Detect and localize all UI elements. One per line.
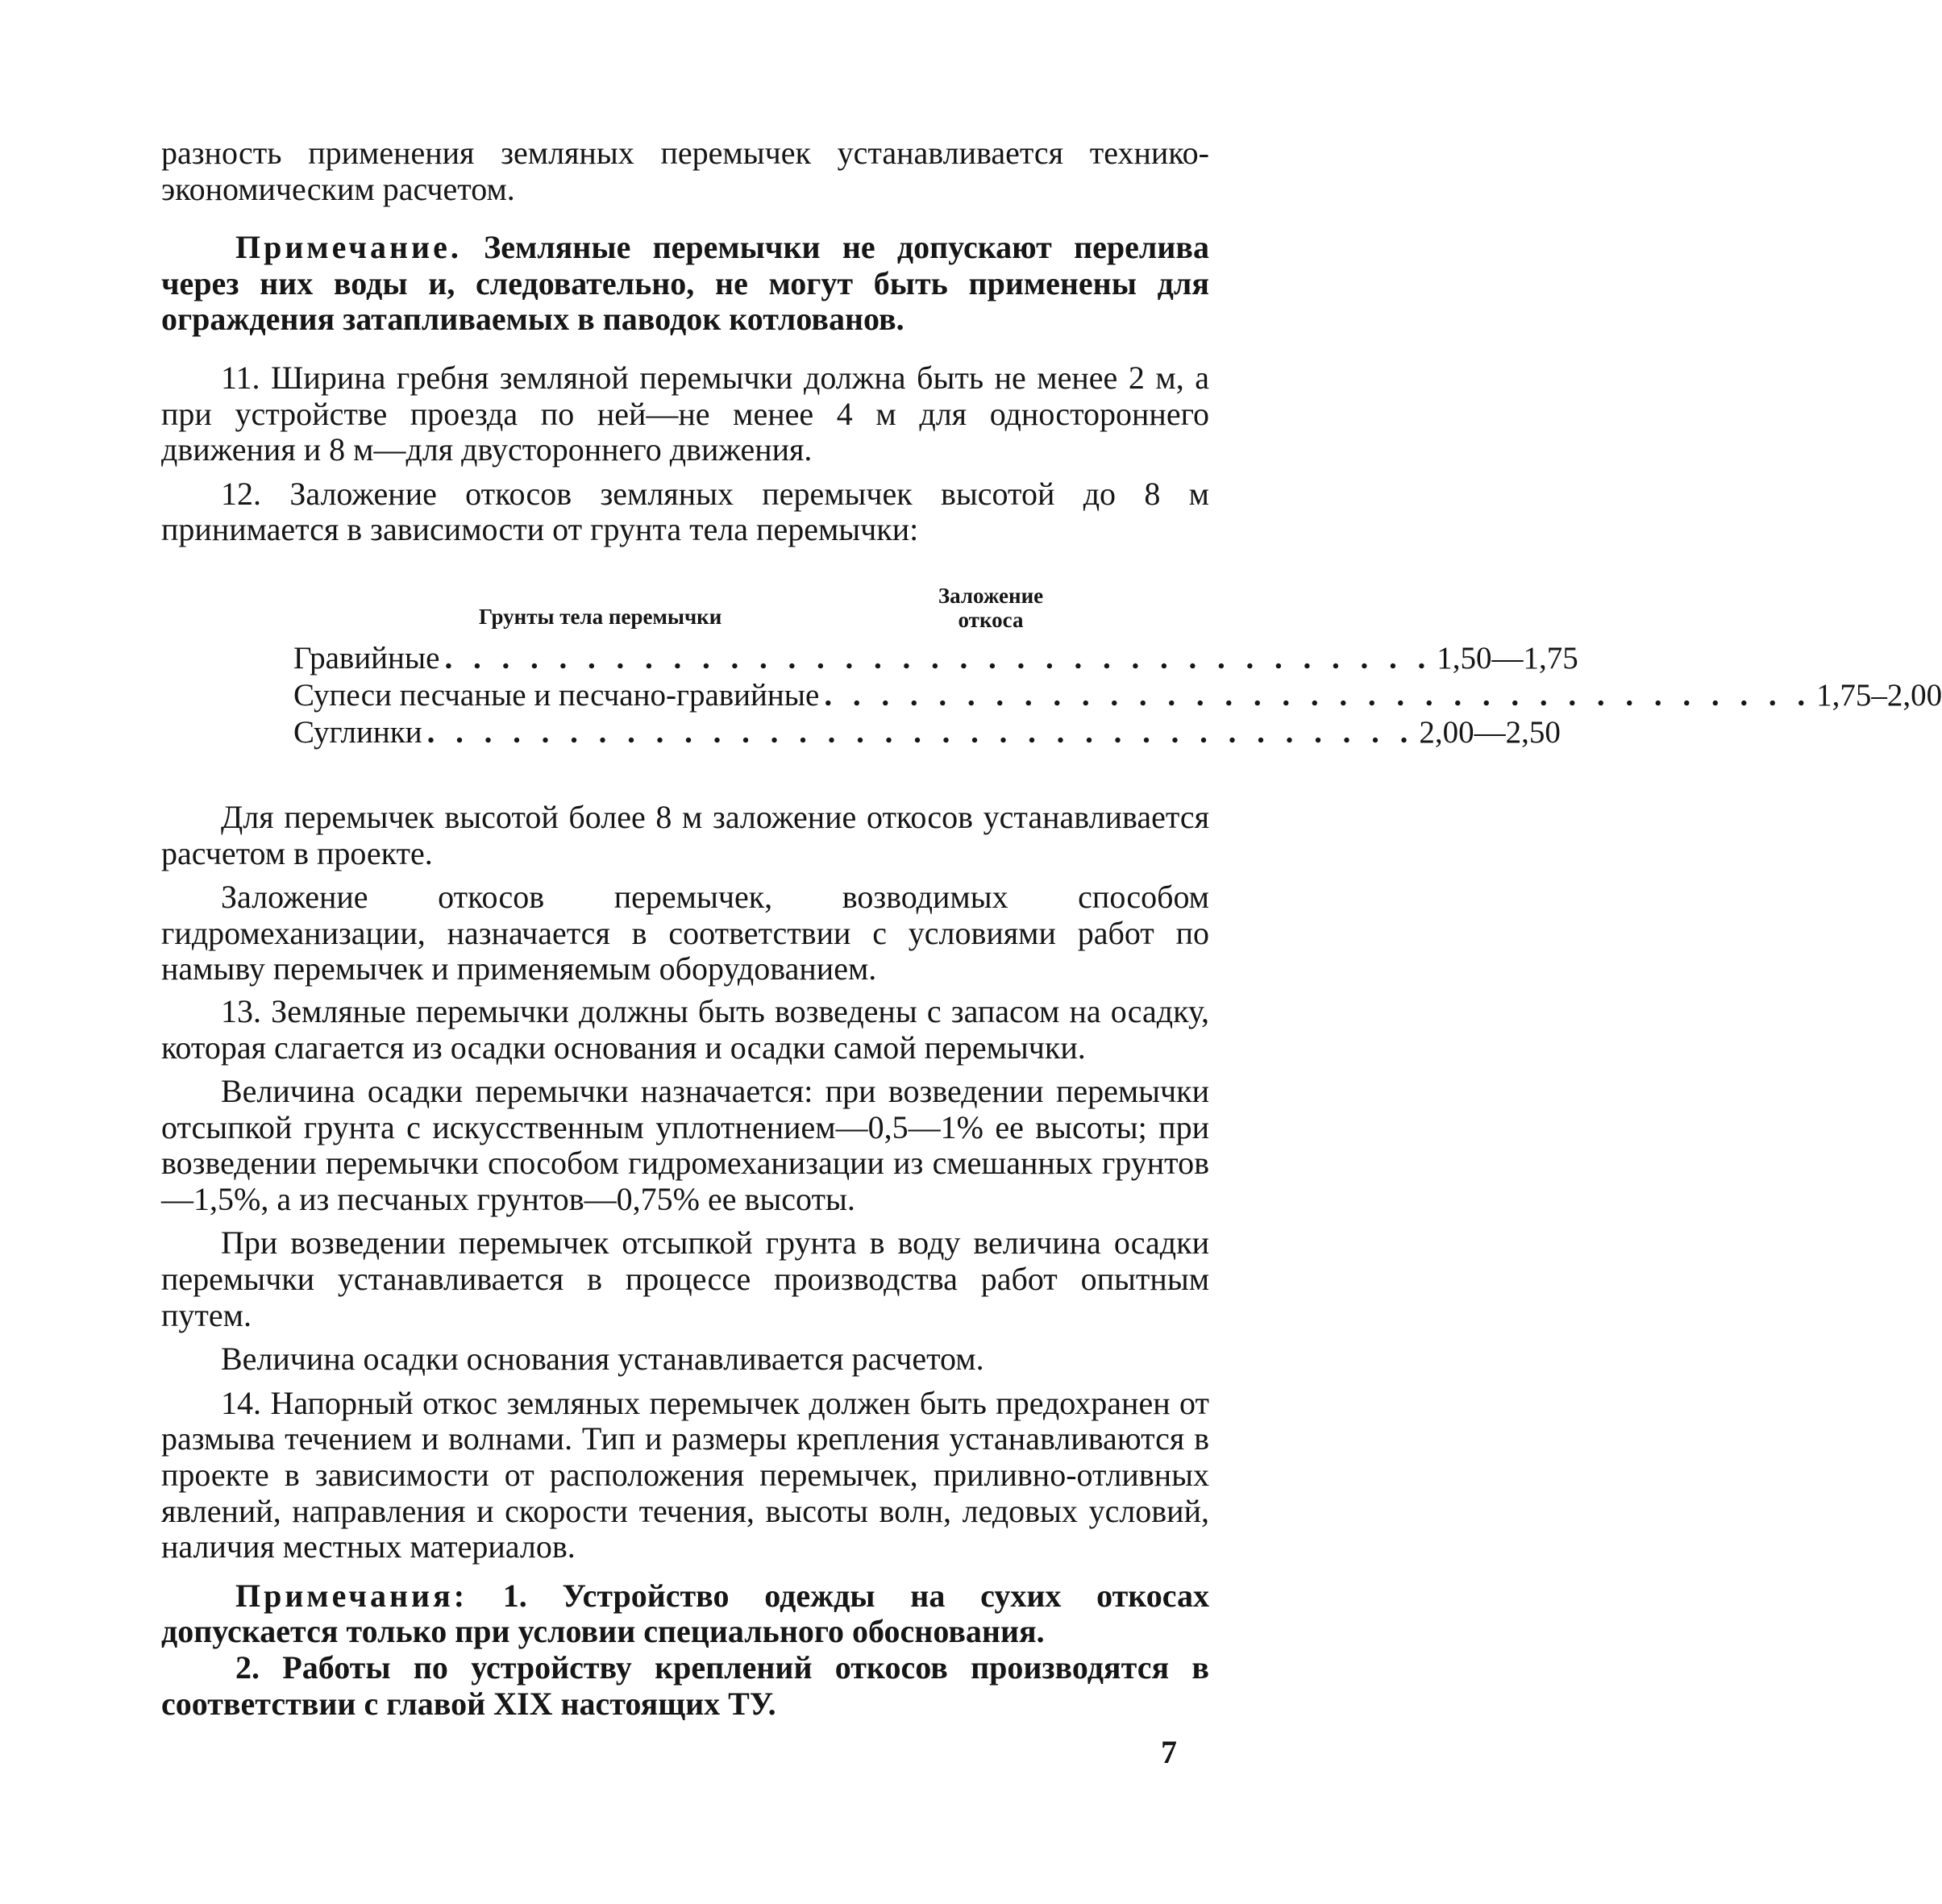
- note-1: [161, 230, 1209, 338]
- row-soil: Суглинки: [293, 714, 422, 750]
- page-number: 7: [1161, 1734, 1177, 1770]
- table-row: [293, 677, 1942, 714]
- row-soil: Гравийные: [293, 640, 440, 676]
- paragraph-13d: Величина осадки основания устанавливается расчетом.: [221, 1341, 984, 1378]
- header-slope: Заложение откоса: [938, 583, 1044, 632]
- notes-2-item-2: 2. Работы по устройству креплений откосов производятся в соответствии с главой XIX настоящих ТУ.: [161, 1649, 1209, 1722]
- leader-dots: . . . . . . . . . . . . . . . . . . . . . . . . . . . . . . . . . . .: [426, 714, 1415, 750]
- header-soil: Грунты тела перемычки: [479, 604, 722, 629]
- paragraph-13: 13. Земляные перемычки должны быть возведены с запасом на осадку, которая слагается из осадки основания и осадки самой перемычки.: [161, 992, 1209, 1066]
- paragraph-13b: Величина осадки перемычки назначается: при возведении перемычки отсыпкой грунта с искусственным уплотнением—0,5—1% ее высоты; при возведении перемычки способом гидромеханизации из смешанных грунтов—1,5%, а из песчаных грунтов—0,75% ее высоты.: [161, 1073, 1209, 1217]
- paragraph-12: 12. Заложение откосов земляных перемычек высотой до 8 м принимается в зависимости от грунта тела перемычки:: [161, 475, 1209, 548]
- paragraph-11: 11. Ширина гребня земляной перемычки должна быть не менее 2 м, а при устройстве проезда по ней—не менее 4 м для одностороннего движения и 8 м—для двустороннего движения.: [161, 359, 1209, 468]
- paragraph-intro: разность применения земляных перемычек устанавливается технико-экономическим расчетом.: [161, 135, 1209, 207]
- paragraph-14: 14. Напорный откос земляных перемычек должен быть предохранен от размыва течением и волнами. Тип и размеры крепления устанавливаются в проекте в зависимости от расположения перемычек, приливно-отливных явлений, направления и скорости течения, высоты волн, ледовых условий, наличия местных материалов.: [161, 1384, 1209, 1565]
- notes-2-item-1-text: 1. Устройство одежды на сухих откосах допускается только при условии специального обоснования.: [161, 1577, 1209, 1650]
- paragraph-12c: Заложение откосов перемычек, возводимых способом гидромеханизации, назначается в соответствии с условиями работ по намыву перемычек и применяемым оборудованием.: [161, 879, 1209, 987]
- leader-dots: . . . . . . . . . . . . . . . . . . . . . . . . . . . . . . . . . . .: [444, 640, 1433, 676]
- table-row: [293, 640, 1578, 677]
- row-slope: 2,00—2,50: [1419, 714, 1561, 750]
- slope-table: [293, 583, 1942, 751]
- paragraph-13c: При возведении перемычек отсыпкой грунта в воду величина осадки перемычки устанавливается в процессе производства работ опытным путем.: [161, 1224, 1209, 1333]
- note-1-label: Примечание.: [235, 229, 462, 266]
- row-slope: 1,75–2,00: [1816, 677, 1942, 713]
- notes-2-item-1: [161, 1578, 1209, 1650]
- table-header: [293, 584, 1075, 640]
- note-1-text: Земляные перемычки не допускают перелива через них воды и, следовательно, не могут быть применены для ограждения затапливаемых в паводок котлованов.: [161, 229, 1210, 338]
- notes-2-label: Примечания:: [235, 1577, 468, 1614]
- row-soil: Супеси песчаные и песчано-гравийные: [293, 677, 820, 713]
- table-row: [293, 714, 1561, 751]
- paragraph-12b: Для перемычек высотой более 8 м заложение откосов устанавливается расчетом в проекте.: [161, 798, 1209, 871]
- page-body: [161, 135, 1942, 1722]
- row-slope: 1,50—1,75: [1437, 640, 1578, 676]
- leader-dots: . . . . . . . . . . . . . . . . . . . . . . . . . . . . . . . . . . .: [824, 677, 1812, 713]
